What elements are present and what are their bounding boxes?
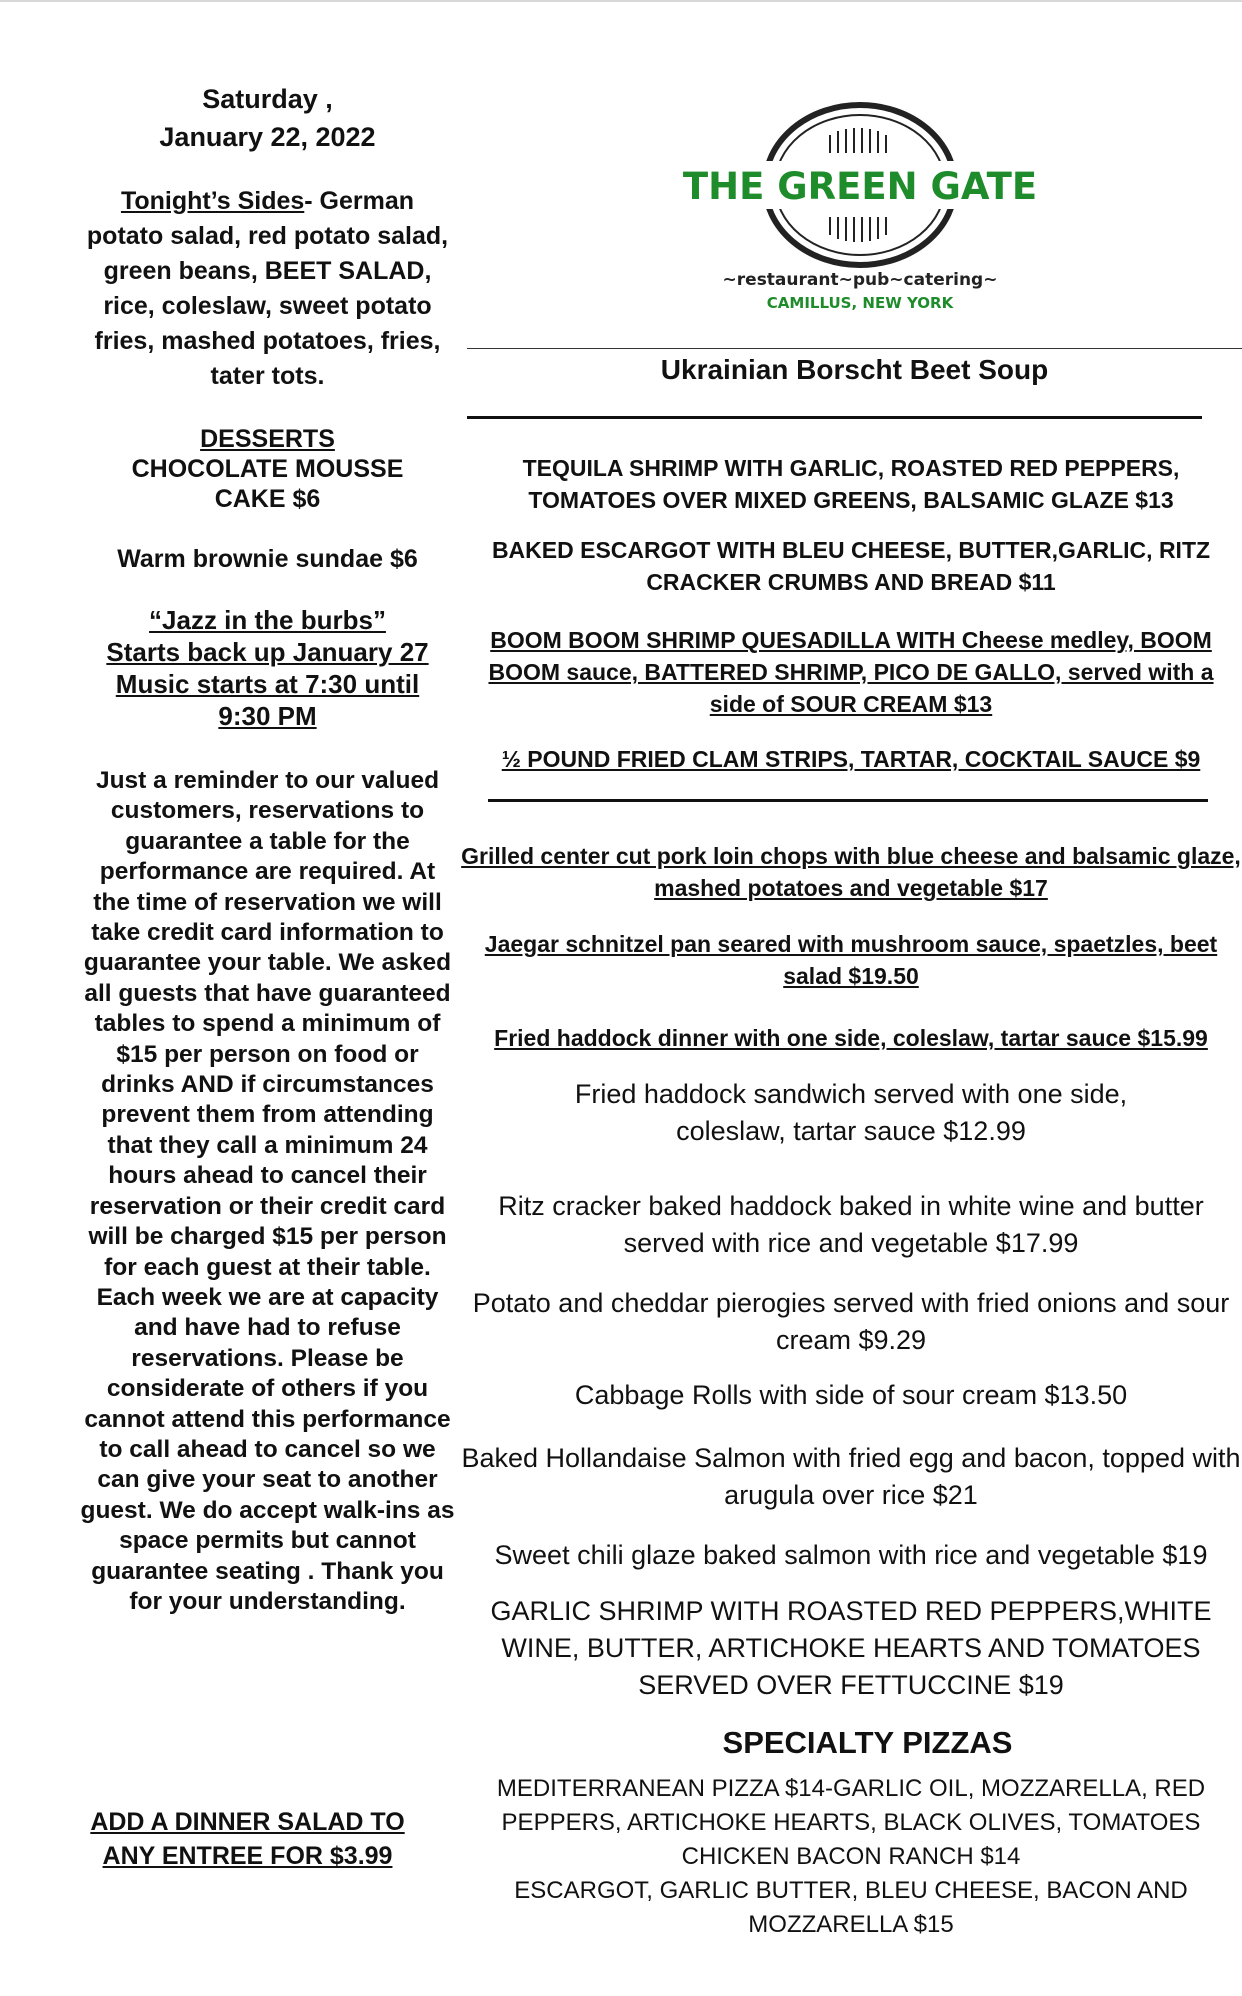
reservation-reminder: Just a reminder to our valued customers, reservations to guarantee a table for the performance are required. At the time of reservation we will take credit card information to guarantee your table. We asked all guests that have guaranteed tables to spend a minimum of $15 per person on food or drinks AND if circumstances prevent them from attending that they call a minimum 24 hours ahead to cancel their reservation or their credit card will be charged $15 per person for each guest at their table. Each week we are at capacity and have had to refuse reservations. Please be considerate of others if you cannot attend this performance to call ahead to cancel so we can give your seat to another guest. We do accept walk-ins as space permits but cannot guarantee seating . Thank you for your understanding. [80,767,455,1615]
pizza-chicken-bacon-ranch: CHICKEN BACON RANCH $14 [681,1843,1021,1870]
entree-haddock-sandwich: Fried haddock sandwich served with one side, coleslaw, tartar sauce $12.99 [574,1079,1128,1146]
date-line-1: Saturday , [202,84,333,114]
dessert-brownie: Warm brownie sundae $6 [117,545,418,573]
pizza-escargot: ESCARGOT, GARLIC BUTTER, BLEU CHEESE, BACON AND MOZZARELLA $15 [514,1877,1188,1938]
entree-pork-loin: Grilled center cut pork loin chops with blue cheese and balsamic glaze, mashed potatoes and vegetable $17 [461,843,1241,901]
date-line-2: January 22, 2022 [159,122,376,152]
divider-entrees [488,799,1208,802]
logo-graphic [660,95,1080,325]
jazz-time: Music starts at 7:30 until 9:30 PM [115,669,420,731]
entree-sweet-chili-salmon: Sweet chili glaze baked salmon with rice and vegetable $19 [494,1540,1208,1570]
logo-name: THE GREEN GATE [682,165,1038,208]
entree-cabbage-rolls: Cabbage Rolls with side of sour cream $13.50 [574,1380,1128,1410]
soup-of-day: Ukrainian Borscht Beet Soup [660,354,1049,385]
divider-top [467,348,1242,349]
entree-pierogies: Potato and cheddar pierogies served with fried onions and sour cream $9.29 [472,1288,1230,1355]
entree-fried-haddock-dinner: Fried haddock dinner with one side, coleslaw, tartar sauce $15.99 [494,1025,1208,1051]
dessert-mousse: CHOCOLATE MOUSSE CAKE $6 [131,455,404,513]
top-divider [0,0,1242,2]
entree-garlic-shrimp: GARLIC SHRIMP WITH ROASTED RED PEPPERS,WHITE WINE, BUTTER, ARTICHOKE HEARTS AND TOMATOES SERVED OVER FETTUCCINE $19 [490,1596,1212,1700]
divider-soup [467,416,1202,419]
pizza-mediterranean: MEDITERRANEAN PIZZA $14-GARLIC OIL, MOZZARELLA, RED PEPPERS, ARTICHOKE HEARTS, BLACK OLIVES, TOMATOES [496,1775,1206,1836]
dinner-salad-note: ADD A DINNER SALAD TO ANY ENTREE FOR $3.99 [90,1808,405,1870]
sides-text: - German potato salad, red potato salad, green beans, BEET SALAD, rice, coleslaw, sweet potato fries, mashed potatoes, fries, tater tots. [86,187,449,390]
appetizer-boom-boom-quesadilla: BOOM BOOM SHRIMP QUESADILLA WITH Cheese medley, BOOM BOOM sauce, BATTERED SHRIMP, PICO DE GALLO, served with a side of SOUR CREAM $13 [488,627,1214,717]
left-column [80,80,455,1617]
jazz-title: “Jazz in the burbs” [149,605,386,635]
green-gate-logo [660,95,1080,325]
sides-heading: Tonight’s Sides [120,187,305,215]
entree-ritz-haddock: Ritz cracker baked haddock baked in white wine and butter served with rice and vegetable $17.99 [498,1191,1204,1258]
appetizer-baked-escargot: BAKED ESCARGOT WITH BLEU CHEESE, BUTTER,GARLIC, RITZ CRACKER CRUMBS AND BREAD $11 [491,537,1211,595]
tonights-sides [80,184,455,394]
specialty-pizzas-title: SPECIALTY PIZZAS [722,1725,1013,1760]
jazz-date: Starts back up January 27 [106,637,429,667]
appetizer-clam-strips: ½ POUND FRIED CLAM STRIPS, TARTAR, COCKTAIL SAUCE $9 [501,746,1201,772]
logo-tagline: ~restaurant~pub~catering~ [722,270,998,290]
entree-jaegar-schnitzel: Jaegar schnitzel pan seared with mushroom sauce, spaetzles, beet salad $19.50 [484,931,1218,989]
entree-hollandaise-salmon: Baked Hollandaise Salmon with fried egg and bacon, topped with arugula over rice $21 [461,1443,1241,1510]
appetizer-tequila-shrimp: TEQUILA SHRIMP WITH GARLIC, ROASTED RED PEPPERS, TOMATOES OVER MIXED GREENS, BALSAMIC GLAZE $13 [522,455,1180,513]
desserts-heading: DESSERTS [200,425,335,453]
logo-location: CAMILLUS, NEW YORK [766,294,954,312]
